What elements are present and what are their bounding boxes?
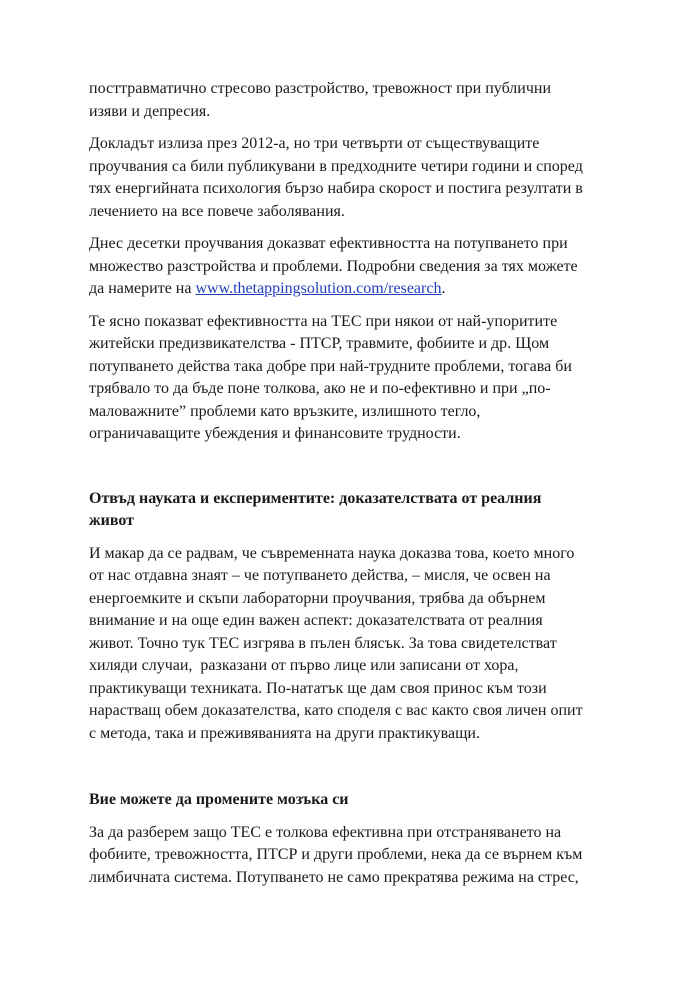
text-line: практикуващи техниката. По-нататък ще дам своя принос към този (89, 679, 547, 697)
text-line: с метода, така и преживяванията на други практикуващи. (89, 724, 480, 742)
text-line: потупването действа така добре при най-трудните проблеми, тогава би (89, 357, 572, 375)
paragraph-ptsd-continuation (89, 78, 623, 123)
text-line: трябвало то да бъде поне толкова, ако не и по-ефективно и при „по- (89, 380, 551, 397)
document-body (89, 78, 623, 899)
paragraph-real-life-evidence (89, 543, 623, 746)
text-line: За да разберем защо ТЕС е толкова ефективна при отстраняването на (89, 823, 562, 841)
text-line: проучвания са били публикувани в предходните четири години и според (89, 157, 583, 175)
text-line-with-link (89, 278, 623, 301)
text-line: нарастващ обем доказателства, като споделя с вас както своя личен опит (89, 702, 583, 719)
section-heading-real-life-evidence (89, 488, 623, 533)
text-line: ограничаващите убеждения и финансовите трудности. (89, 425, 461, 442)
paragraph-tes-effectiveness (89, 311, 623, 446)
text-line: хиляди случаи, разказани от първо лице или записани от хора, (89, 657, 519, 674)
text-line: множество разстройства и проблеми. Подробни сведения за тях можете (89, 257, 578, 275)
text-line: посттравматично стресово разстройство, тревожност при публични (89, 80, 552, 97)
text-line: Те ясно показват ефективността на ТЕС при някои от най-упоритите (89, 312, 558, 330)
heading-line: живот (89, 512, 134, 529)
research-link[interactable]: www.thetappingsolution.com/research (195, 280, 442, 297)
heading-line: Вие можете да промените мозъка си (89, 791, 349, 808)
link-prefix-text: да намерите на (89, 280, 196, 297)
paragraph-report-2012 (89, 133, 623, 223)
text-line: Днес десетки проучвания доказват ефективността на потупването при (89, 235, 568, 252)
text-line: внимание и на още един важен аспект: доказателствата от реалния (89, 612, 543, 629)
text-line: маловажните” проблеми като връзките, излишното тегло, (89, 402, 481, 420)
section-heading-change-your-brain (89, 789, 623, 812)
paragraph-research-studies (89, 233, 623, 301)
text-line: лечението на все повече заболявания. (89, 202, 345, 220)
text-line: житейски предизвикателства - ПТСР, травмите, фобиите и др. Щом (89, 335, 550, 352)
text-line: Докладът излиза през 2012-а, но три четвърти от съществуващите (89, 135, 540, 152)
text-line: тях енергийната психология бързо набира скорост и постига резултати в (89, 180, 583, 197)
paragraph-limbic-system (89, 822, 623, 890)
text-line: изяви и депресия. (89, 102, 211, 120)
text-line: енергоемките и скъпи лабораторни проучвания, трябва да обърнем (89, 589, 546, 607)
text-line: И макар да се радвам, че съвременната наука доказва това, което много (89, 544, 575, 562)
section-spacer (89, 456, 623, 488)
heading-line: Отвъд науката и експериментите: доказателствата от реалния (89, 489, 542, 507)
text-line: живот. Точно тук ТЕС изгрява в пълен блясък. За това свидетелстват (89, 634, 557, 652)
text-line: лимбичната система. Потупването не само прекратява режима на стрес, (89, 868, 579, 886)
text-line: от нас отдавна знаят – че потупването действа, – мисля, че освен на (89, 567, 551, 584)
text-line: фобиите, тревожността, ПТСР и други проблеми, нека да се върнем към (89, 846, 583, 863)
section-spacer (89, 755, 623, 789)
link-suffix-text: . (441, 280, 446, 297)
